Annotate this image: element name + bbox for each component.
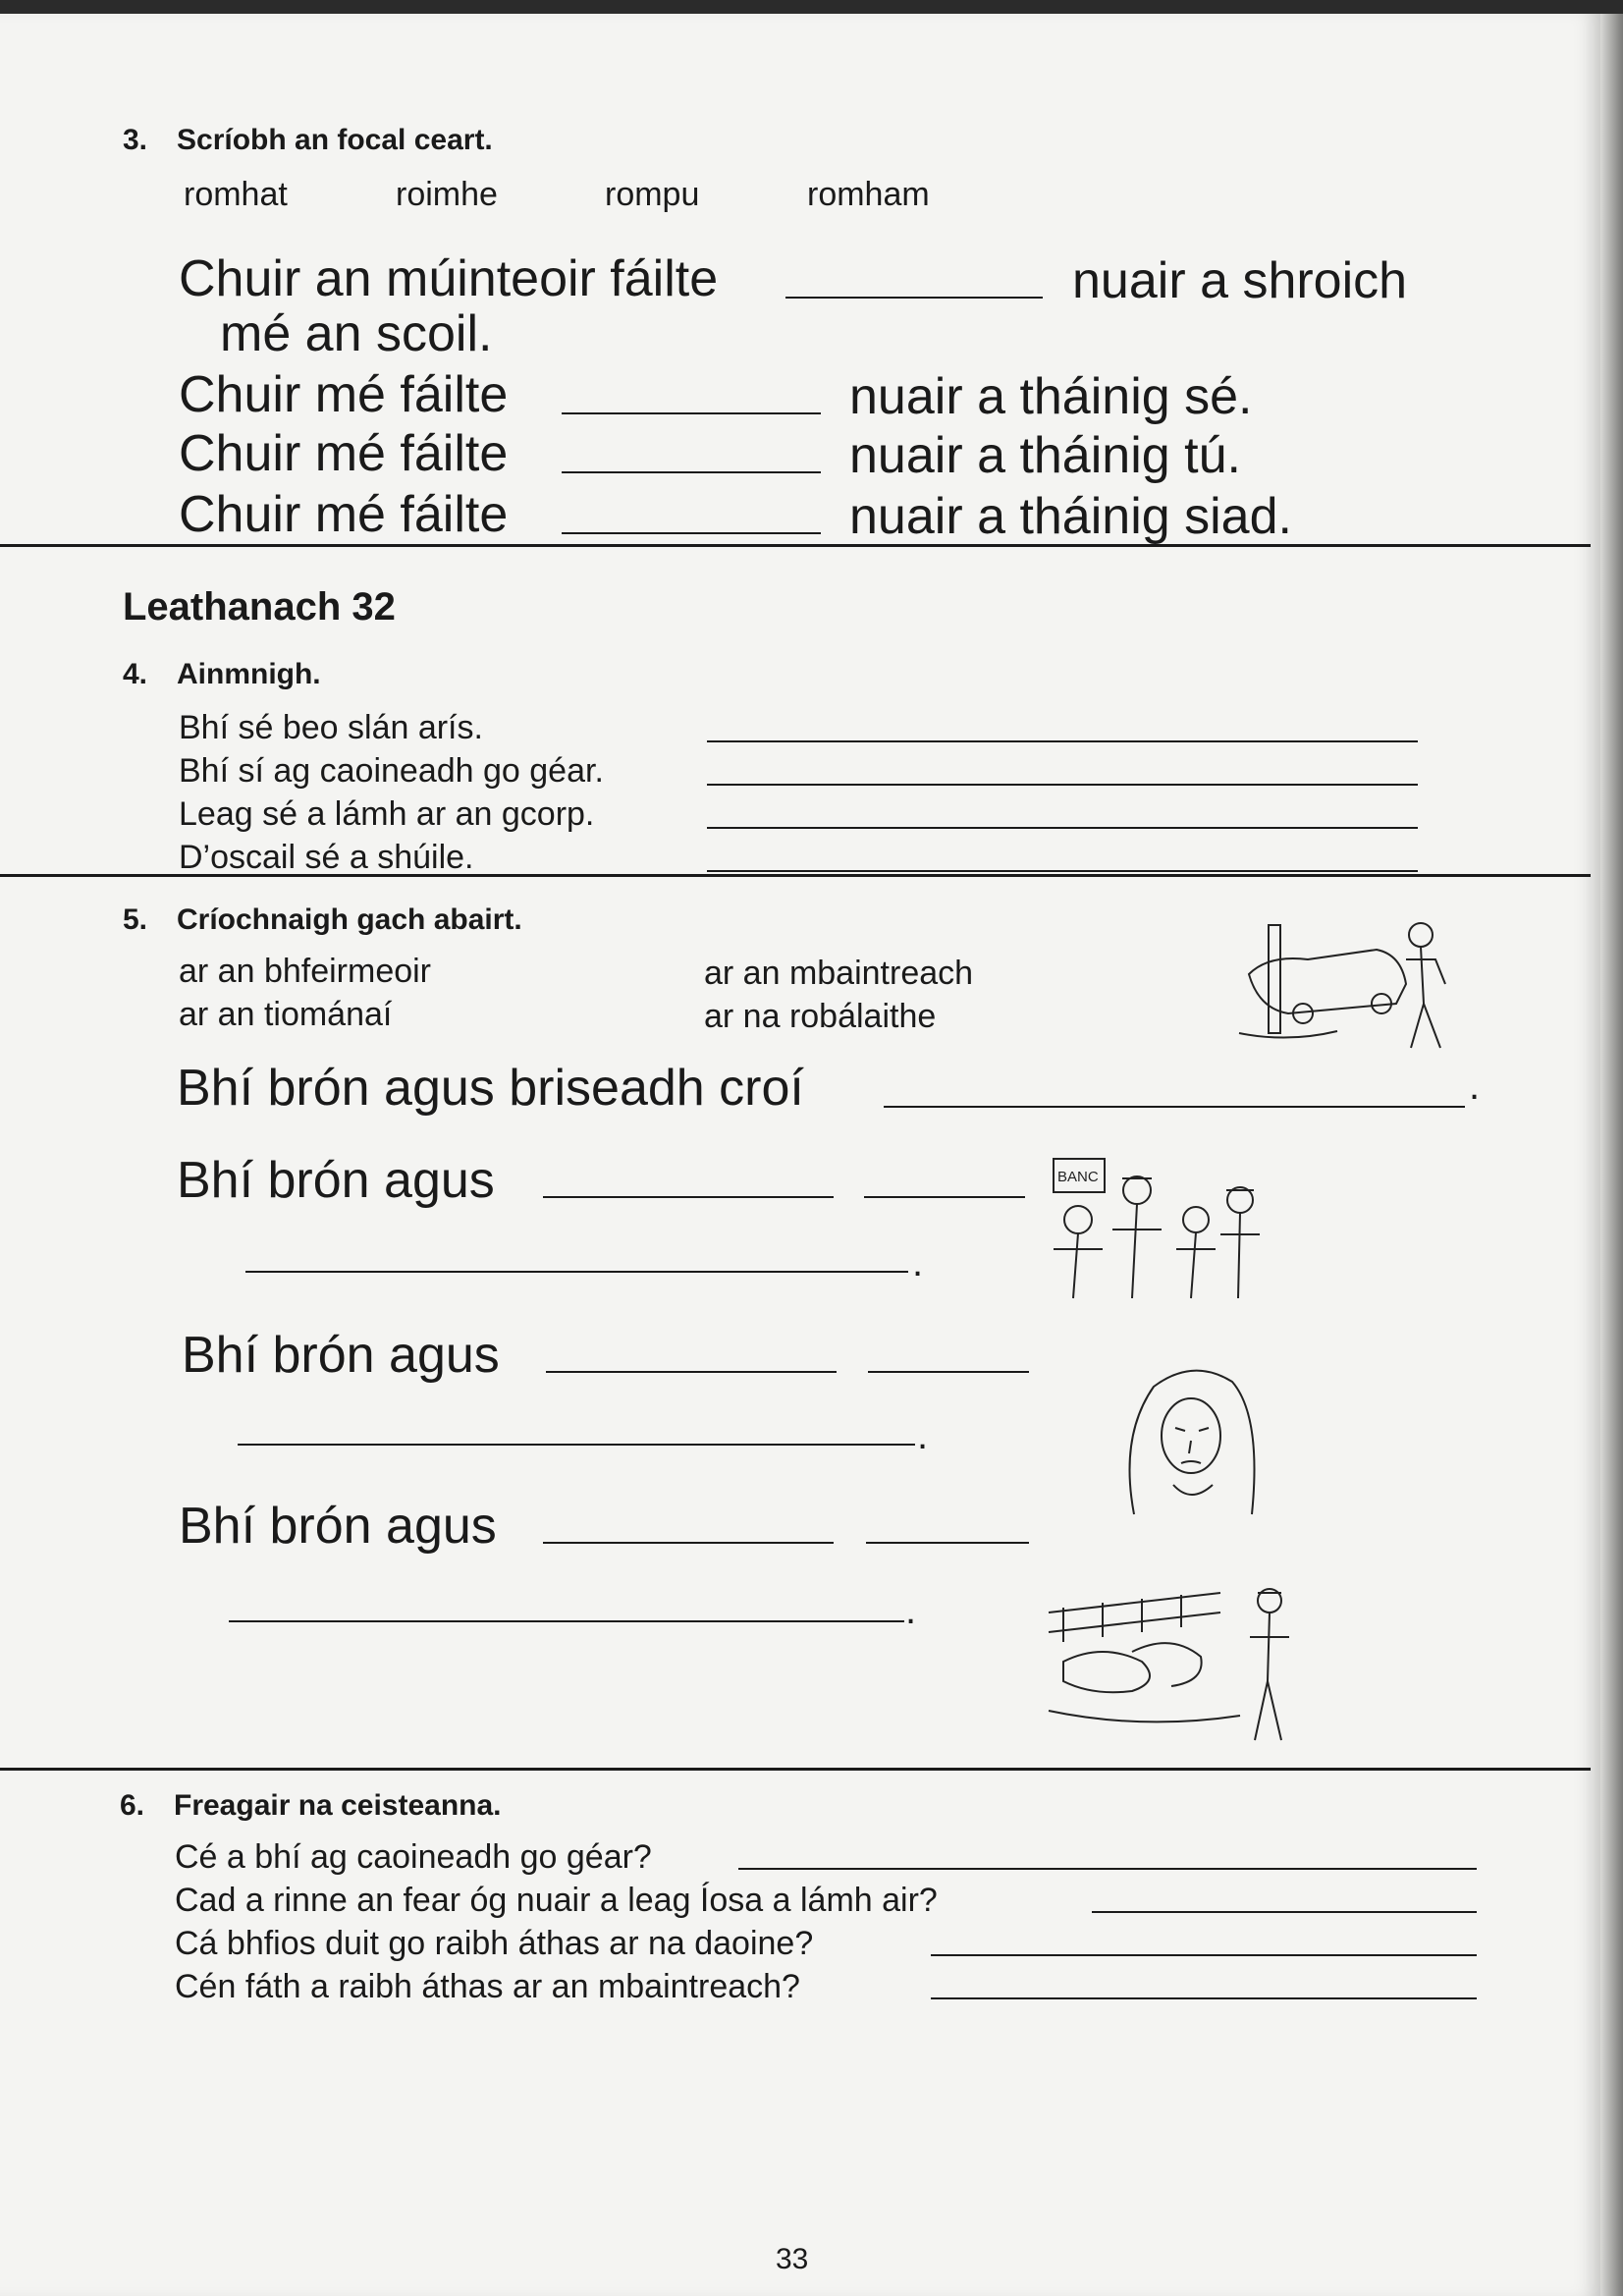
q3-sentence-start: Chuir an múinteoir fáilte (179, 250, 719, 307)
page-number: 33 (776, 2243, 809, 2275)
q4-item: Bhí sé beo slán arís. (179, 709, 483, 746)
q3-option: romhat (184, 176, 288, 213)
q3-option: roimhe (396, 176, 498, 213)
q3-sentence-start: Chuir mé fáilte (179, 486, 509, 543)
q5-answer-line[interactable] (864, 1196, 1025, 1198)
q4-answer-line[interactable] (707, 784, 1418, 786)
section-divider (0, 874, 1591, 877)
q3-option: rompu (605, 176, 700, 213)
q5-answer-line[interactable] (229, 1620, 904, 1622)
q5-number: 5. (123, 903, 148, 936)
q5-answer-line[interactable] (543, 1542, 834, 1544)
q5-sentence: Bhí brón agus (177, 1152, 495, 1209)
q3-option: romham (807, 176, 930, 213)
q3-sentence-end: nuair a tháinig sé. (849, 368, 1253, 425)
section-divider (0, 544, 1591, 547)
q4-answer-line[interactable] (707, 870, 1418, 872)
q4-answer-line[interactable] (707, 827, 1418, 829)
section-divider (0, 1768, 1591, 1771)
q3-answer-blank[interactable] (562, 471, 821, 473)
q5-answer-line[interactable] (868, 1371, 1029, 1373)
full-stop: . (1469, 1065, 1481, 1108)
q5-answer-line[interactable] (245, 1271, 908, 1273)
q5-answer-line[interactable] (546, 1371, 837, 1373)
scan-top-edge (0, 0, 1623, 14)
bank-sign-text: BANC (1057, 1169, 1099, 1185)
q5-answer-line[interactable] (543, 1196, 834, 1198)
q5-option: ar an bhfeirmeoir (179, 953, 432, 990)
q6-answer-line[interactable] (738, 1868, 1477, 1870)
full-stop: . (912, 1241, 924, 1285)
workbook-page (0, 14, 1600, 2296)
full-stop: . (917, 1414, 929, 1457)
q5-answer-line[interactable] (884, 1106, 1465, 1108)
q3-answer-blank[interactable] (562, 532, 821, 534)
car-crash-illustration (1229, 915, 1460, 1063)
bank-robbers-illustration (1034, 1151, 1270, 1308)
q3-sentence-end: nuair a tháinig siad. (849, 488, 1292, 545)
q4-instruction: Ainmnigh. (177, 658, 321, 690)
q3-sentence-end: nuair a tháinig tú. (849, 427, 1241, 484)
q3-instruction: Scríobh an focal ceart. (177, 124, 493, 156)
q5-option: ar na robálaithe (704, 998, 937, 1035)
q3-sentence-start: Chuir mé fáilte (179, 366, 509, 423)
q6-instruction: Freagair na ceisteanna. (174, 1789, 502, 1822)
q6-answer-line[interactable] (1092, 1911, 1477, 1913)
q3-continuation: mé an scoil. (220, 305, 493, 362)
q6-answer-line[interactable] (931, 1954, 1477, 1956)
q5-sentence: Bhí brón agus briseadh croí (177, 1060, 804, 1117)
q3-answer-blank[interactable] (785, 297, 1043, 299)
q5-instruction: Críochnaigh gach abairt. (177, 903, 522, 936)
q5-option: ar an mbaintreach (704, 955, 974, 992)
q6-question: Cén fáth a raibh áthas ar an mbaintreach? (175, 1968, 800, 2005)
q6-question: Cad a rinne an fear óg nuair a leag Íosa a lámh air? (175, 1882, 938, 1919)
q4-answer-line[interactable] (707, 740, 1418, 742)
q4-item: Bhí sí ag caoineadh go géar. (179, 752, 604, 790)
q5-answer-line[interactable] (238, 1444, 915, 1446)
q4-item: Leag sé a lámh ar an gcorp. (179, 795, 595, 833)
q5-sentence: Bhí brón agus (179, 1498, 497, 1555)
full-stop: . (905, 1589, 917, 1632)
page-binding-edge (1600, 14, 1623, 2296)
section-heading: Leathanach 32 (123, 585, 396, 629)
q6-answer-line[interactable] (931, 1997, 1477, 1999)
q4-item: D’oscail sé a shúile. (179, 839, 474, 876)
q5-sentence: Bhí brón agus (182, 1327, 500, 1384)
farmer-pigs-illustration (1044, 1583, 1319, 1750)
q6-number: 6. (120, 1789, 145, 1822)
q3-answer-blank[interactable] (562, 412, 821, 414)
widow-illustration (1114, 1357, 1271, 1524)
q5-answer-line[interactable] (866, 1542, 1029, 1544)
q3-sentence-end: nuair a shroich (1072, 252, 1408, 309)
q5-option: ar an tiománaí (179, 996, 393, 1033)
q6-question: Cá bhfios duit go raibh áthas ar na daoine? (175, 1925, 814, 1962)
q6-question: Cé a bhí ag caoineadh go géar? (175, 1838, 652, 1876)
q3-sentence-start: Chuir mé fáilte (179, 425, 509, 482)
q3-number: 3. (123, 124, 148, 156)
q4-number: 4. (123, 658, 148, 690)
